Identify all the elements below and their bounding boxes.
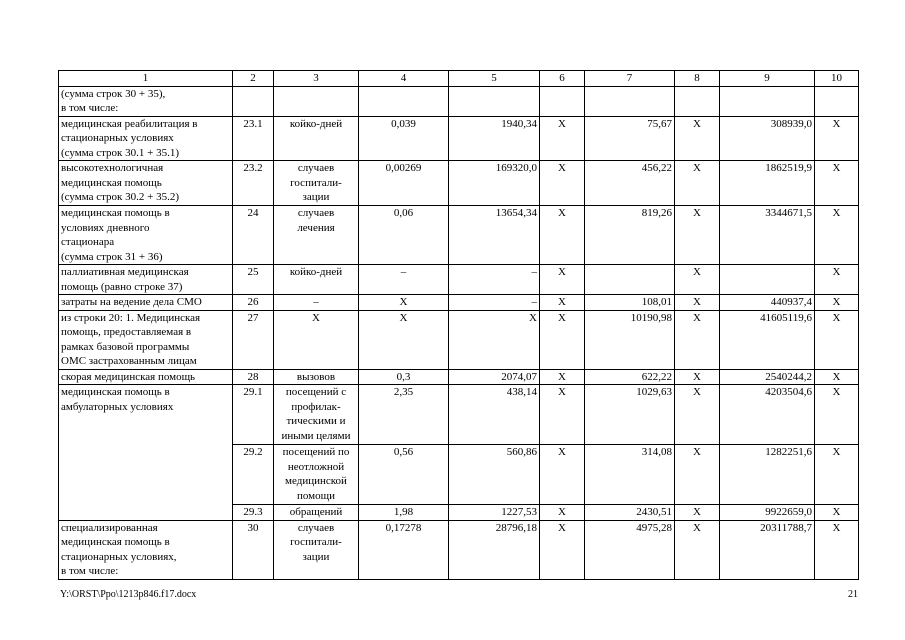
table-cell-col-4: 0,17278 (359, 520, 449, 579)
table-cell-col-7: 108,01 (585, 295, 675, 311)
data-table (58, 70, 859, 580)
table-cell-col-4: 0,00269 (359, 161, 449, 206)
table-cell-col-5: – (449, 265, 540, 295)
table-row (59, 161, 859, 206)
table-cell-col-2: 29.2 (233, 445, 274, 505)
table-cell-col-6: Х (540, 310, 585, 369)
header-cell: 7 (585, 71, 675, 87)
table-cell-col-3: случаев лечения (274, 206, 359, 265)
table-row (59, 116, 859, 161)
table-cell-col-7: 456,22 (585, 161, 675, 206)
table-row (59, 369, 859, 385)
table-cell-col-9: 41605119,6 (720, 310, 815, 369)
table-cell-col-9: 440937,4 (720, 295, 815, 311)
table-cell-col-4: Х (359, 295, 449, 311)
table-cell-col-5: 1940,34 (449, 116, 540, 161)
page-number: 21 (848, 589, 858, 600)
table-row (59, 385, 859, 445)
table-cell-col-2: 28 (233, 369, 274, 385)
table-cell-col-6: Х (540, 295, 585, 311)
table-cell-col-3: вызовов (274, 369, 359, 385)
table-cell-col-2: 23.2 (233, 161, 274, 206)
table-cell-col-8: Х (675, 385, 720, 445)
table-cell-col-2: 26 (233, 295, 274, 311)
table-cell-col-5: 438,14 (449, 385, 540, 445)
table-header-row (59, 71, 859, 87)
table-cell-col-2: 25 (233, 265, 274, 295)
table-cell-col-3: – (274, 295, 359, 311)
table-cell-col-10: Х (815, 385, 859, 445)
table-cell-col-4: 0,3 (359, 369, 449, 385)
table-cell-col-1: медицинская реабилитация в стационарных условиях (сумма строк 30.1 + 35.1) (59, 116, 233, 161)
table-cell-col-4: 2,35 (359, 385, 449, 445)
table-cell-col-7: 10190,98 (585, 310, 675, 369)
table-cell-col-9: 1862519,9 (720, 161, 815, 206)
table-cell-col-6: Х (540, 265, 585, 295)
table-cell-col-5: 13654,34 (449, 206, 540, 265)
table-cell-col-2: 29.1 (233, 385, 274, 445)
table-cell-col-5 (449, 86, 540, 116)
table-cell-col-8: Х (675, 505, 720, 521)
table-cell-col-2: 29.3 (233, 505, 274, 521)
header-cell: 8 (675, 71, 720, 87)
table-cell-col-6: Х (540, 505, 585, 521)
table-cell-col-7 (585, 86, 675, 116)
table-cell-col-8 (675, 86, 720, 116)
table-cell-col-5: 169320,0 (449, 161, 540, 206)
table-cell-col-10: Х (815, 369, 859, 385)
table-cell-col-9: 3344671,5 (720, 206, 815, 265)
table-cell-col-4: 1,98 (359, 505, 449, 521)
table-cell-col-5: 2074,07 (449, 369, 540, 385)
table-cell-col-10: Х (815, 520, 859, 579)
table-cell-col-10: Х (815, 206, 859, 265)
header-cell: 4 (359, 71, 449, 87)
table-cell-col-3: случаев госпитали- зации (274, 520, 359, 579)
table-cell-col-9: 4203504,6 (720, 385, 815, 445)
table-cell-col-7: 2430,51 (585, 505, 675, 521)
table-cell-col-2: 30 (233, 520, 274, 579)
table-cell-col-2: 24 (233, 206, 274, 265)
header-cell: 6 (540, 71, 585, 87)
table-cell-col-9: 9922659,0 (720, 505, 815, 521)
table-cell-col-10: Х (815, 161, 859, 206)
table-cell-col-5: – (449, 295, 540, 311)
table-cell-col-3: обращений (274, 505, 359, 521)
table-cell-col-1: медицинская помощь в амбулаторных условиях (59, 385, 233, 521)
table-cell-col-8: Х (675, 310, 720, 369)
table-cell-col-3: случаев госпитали- зации (274, 161, 359, 206)
table-cell-col-9 (720, 265, 815, 295)
table-cell-col-4 (359, 86, 449, 116)
table-cell-col-1: (сумма строк 30 + 35), в том числе: (59, 86, 233, 116)
table-cell-col-3 (274, 86, 359, 116)
table-cell-col-9: 1282251,6 (720, 445, 815, 505)
table-row (59, 265, 859, 295)
table-cell-col-7: 75,67 (585, 116, 675, 161)
header-cell: 1 (59, 71, 233, 87)
table-cell-col-7: 1029,63 (585, 385, 675, 445)
table-cell-col-8: Х (675, 369, 720, 385)
table-cell-col-8: Х (675, 206, 720, 265)
table-cell-col-4: 0,56 (359, 445, 449, 505)
table-cell-col-5: 560,86 (449, 445, 540, 505)
table-cell-col-1: медицинская помощь в условиях дневного стационара (сумма строк 31 + 36) (59, 206, 233, 265)
header-cell: 9 (720, 71, 815, 87)
table-cell-col-8: Х (675, 520, 720, 579)
table-row (59, 206, 859, 265)
table-cell-col-9 (720, 86, 815, 116)
table-cell-col-4: Х (359, 310, 449, 369)
table-cell-col-2: 27 (233, 310, 274, 369)
table-cell-col-3: посещений с профилак- тическими и иными целями (274, 385, 359, 445)
table-cell-col-9: 308939,0 (720, 116, 815, 161)
table-cell-col-8: Х (675, 265, 720, 295)
table-cell-col-6: Х (540, 161, 585, 206)
table-cell-col-3: Х (274, 310, 359, 369)
header-cell: 10 (815, 71, 859, 87)
table-cell-col-8: Х (675, 445, 720, 505)
table-cell-col-6: Х (540, 369, 585, 385)
table-cell-col-7: 314,08 (585, 445, 675, 505)
table-row (59, 86, 859, 116)
table-cell-col-4: – (359, 265, 449, 295)
table-cell-col-1: паллиативная медицинская помощь (равно строке 37) (59, 265, 233, 295)
table-cell-col-10: Х (815, 295, 859, 311)
table-cell-col-10 (815, 86, 859, 116)
table-cell-col-5: Х (449, 310, 540, 369)
table-cell-col-5: 1227,53 (449, 505, 540, 521)
table-row (59, 310, 859, 369)
file-path: Y:\ORST\Ppo\1213p846.f17.docx (60, 589, 197, 600)
table-cell-col-5: 28796,18 (449, 520, 540, 579)
table-cell-col-7 (585, 265, 675, 295)
table-cell-col-4: 0,039 (359, 116, 449, 161)
table-cell-col-8: Х (675, 295, 720, 311)
table-cell-col-1: скорая медицинская помощь (59, 369, 233, 385)
table-cell-col-3: койко-дней (274, 116, 359, 161)
table-cell-col-6: Х (540, 520, 585, 579)
table-cell-col-10: Х (815, 505, 859, 521)
table-cell-col-7: 819,26 (585, 206, 675, 265)
table-cell-col-1: специализированная медицинская помощь в стационарных условиях, в том числе: (59, 520, 233, 579)
table-cell-col-7: 622,22 (585, 369, 675, 385)
table-cell-col-7: 4975,28 (585, 520, 675, 579)
table-cell-col-3: посещений по неотложной медицинской помощи (274, 445, 359, 505)
table-cell-col-9: 2540244,2 (720, 369, 815, 385)
table-cell-col-1: затраты на ведение дела СМО (59, 295, 233, 311)
table-cell-col-8: Х (675, 161, 720, 206)
table-cell-col-8: Х (675, 116, 720, 161)
header-cell: 2 (233, 71, 274, 87)
header-cell: 5 (449, 71, 540, 87)
table-cell-col-6: Х (540, 445, 585, 505)
table-cell-col-6: Х (540, 385, 585, 445)
table-cell-col-10: Х (815, 265, 859, 295)
table-cell-col-9: 20311788,7 (720, 520, 815, 579)
table-row (59, 520, 859, 579)
table-cell-col-6: Х (540, 206, 585, 265)
table-cell-col-10: Х (815, 116, 859, 161)
table-cell-col-10: Х (815, 445, 859, 505)
table-cell-col-1: высокотехнологичная медицинская помощь (сумма строк 30.2 + 35.2) (59, 161, 233, 206)
table-cell-col-2: 23.1 (233, 116, 274, 161)
table-cell-col-6 (540, 86, 585, 116)
table-cell-col-6: Х (540, 116, 585, 161)
table-cell-col-10: Х (815, 310, 859, 369)
table-row (59, 295, 859, 311)
header-cell: 3 (274, 71, 359, 87)
table-cell-col-4: 0,06 (359, 206, 449, 265)
table-cell-col-2 (233, 86, 274, 116)
table-cell-col-3: койко-дней (274, 265, 359, 295)
table-cell-col-1: из строки 20: 1. Медицинская помощь, предоставляемая в рамках базовой программы ОМС застрахованным лицам (59, 310, 233, 369)
